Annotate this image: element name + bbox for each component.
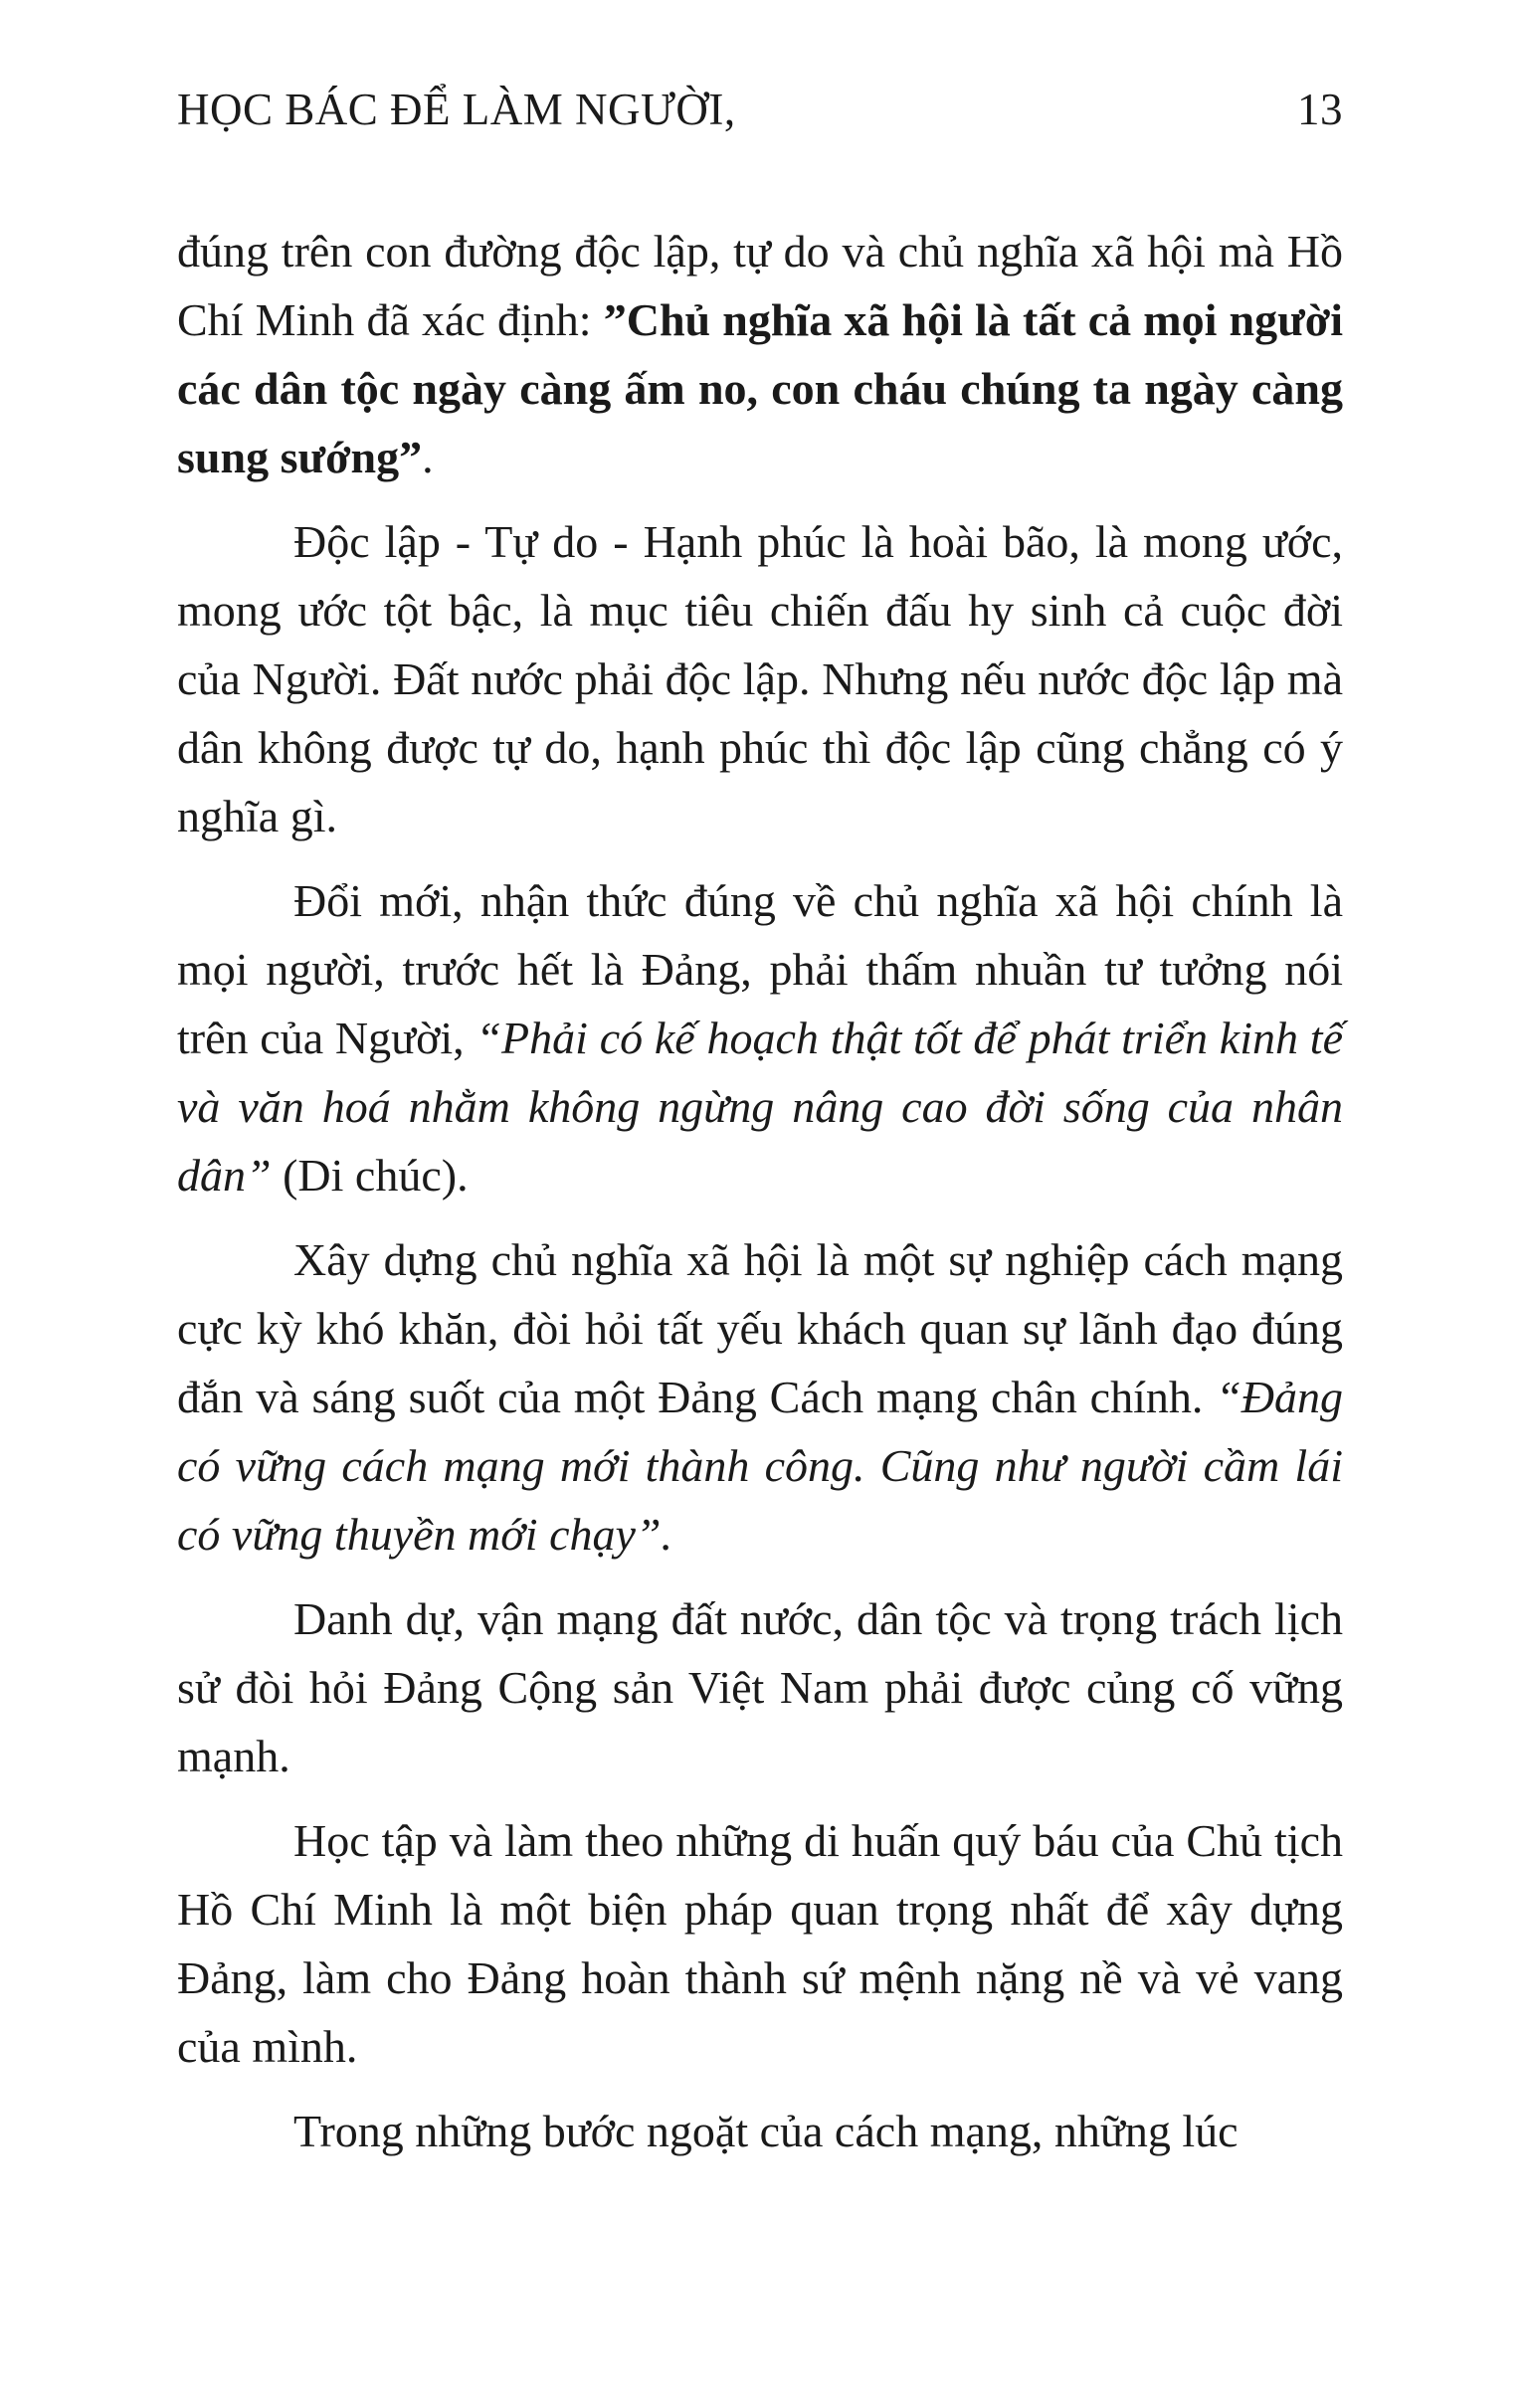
paragraph-4-text: Xây dựng chủ nghĩa xã hội là một sự nghiệp cách mạng cực kỳ khó khăn, đòi hỏi tất yếu khách quan sự lãnh đạo đúng đắn và sáng suốt của một Đảng Cách mạng chân chính.: [177, 1234, 1343, 1422]
paragraph-1: [177, 217, 1343, 491]
page-number: 13: [1297, 85, 1343, 134]
paragraph-1-tail: .: [422, 432, 434, 482]
paragraph-2: [177, 507, 1343, 850]
paragraph-7-text: Trong những bước ngoặt của cách mạng, những lúc: [293, 2106, 1239, 2156]
paragraph-7: [177, 2097, 1343, 2165]
paragraph-4: [177, 1225, 1343, 1569]
paragraph-2-text: Độc lập - Tự do - Hạnh phúc là hoài bão, là mong ước, mong ước tột bậc, là mục tiêu chiến đấu hy sinh cả cuộc đời của Người. Đất nước phải độc lập. Nhưng nếu nước độc lập mà dân không được tự do, hạnh phúc thì độc lập cũng chẳng có ý nghĩa gì.: [177, 516, 1343, 841]
paragraph-3-tail: (Di chúc).: [271, 1150, 469, 1201]
paragraph-4-italic-quote: “Đảng có vững cách mạng mới thành công. Cũng như người cầm lái có vững thuyền mới chạy”.: [177, 1372, 1343, 1560]
running-header: [177, 84, 1343, 153]
paragraph-3: [177, 866, 1343, 1209]
running-title: HỌC BÁC ĐỂ LÀM NGƯỜI,: [177, 85, 736, 134]
paragraph-1-bold-quote: ”Chủ nghĩa xã hội là tất cả mọi người các dân tộc ngày càng ấm no, con cháu chúng ta ngày càng sung sướng”: [177, 294, 1343, 482]
paragraph-1-text: đúng trên con đường độc lập, tự do và chủ nghĩa xã hội mà Hồ Chí Minh đã xác định:: [177, 226, 1343, 345]
paragraph-5-text: Danh dự, vận mạng đất nước, dân tộc và trọng trách lịch sử đòi hỏi Đảng Cộng sản Việt Nam phải được củng cố vững mạnh.: [177, 1593, 1343, 1781]
paragraph-6-text: Học tập và làm theo những di huấn quý báu của Chủ tịch Hồ Chí Minh là một biện pháp quan trọng nhất để xây dựng Đảng, làm cho Đảng hoàn thành sứ mệnh nặng nề và vẻ vang của mình.: [177, 1815, 1343, 2072]
paragraph-6: [177, 1806, 1343, 2081]
paragraph-5: [177, 1584, 1343, 1790]
paragraph-3-text: Đổi mới, nhận thức đúng về chủ nghĩa xã hội chính là mọi người, trước hết là Đảng, phải thấm nhuần tư tưởng nói trên của Người,: [177, 875, 1343, 1063]
paragraph-3-italic-quote: “Phải có kế hoạch thật tốt để phát triển kinh tế và văn hoá nhằm không ngừng nâng cao đời sống của nhân dân”: [177, 1013, 1343, 1201]
body-text: [177, 217, 1343, 2181]
